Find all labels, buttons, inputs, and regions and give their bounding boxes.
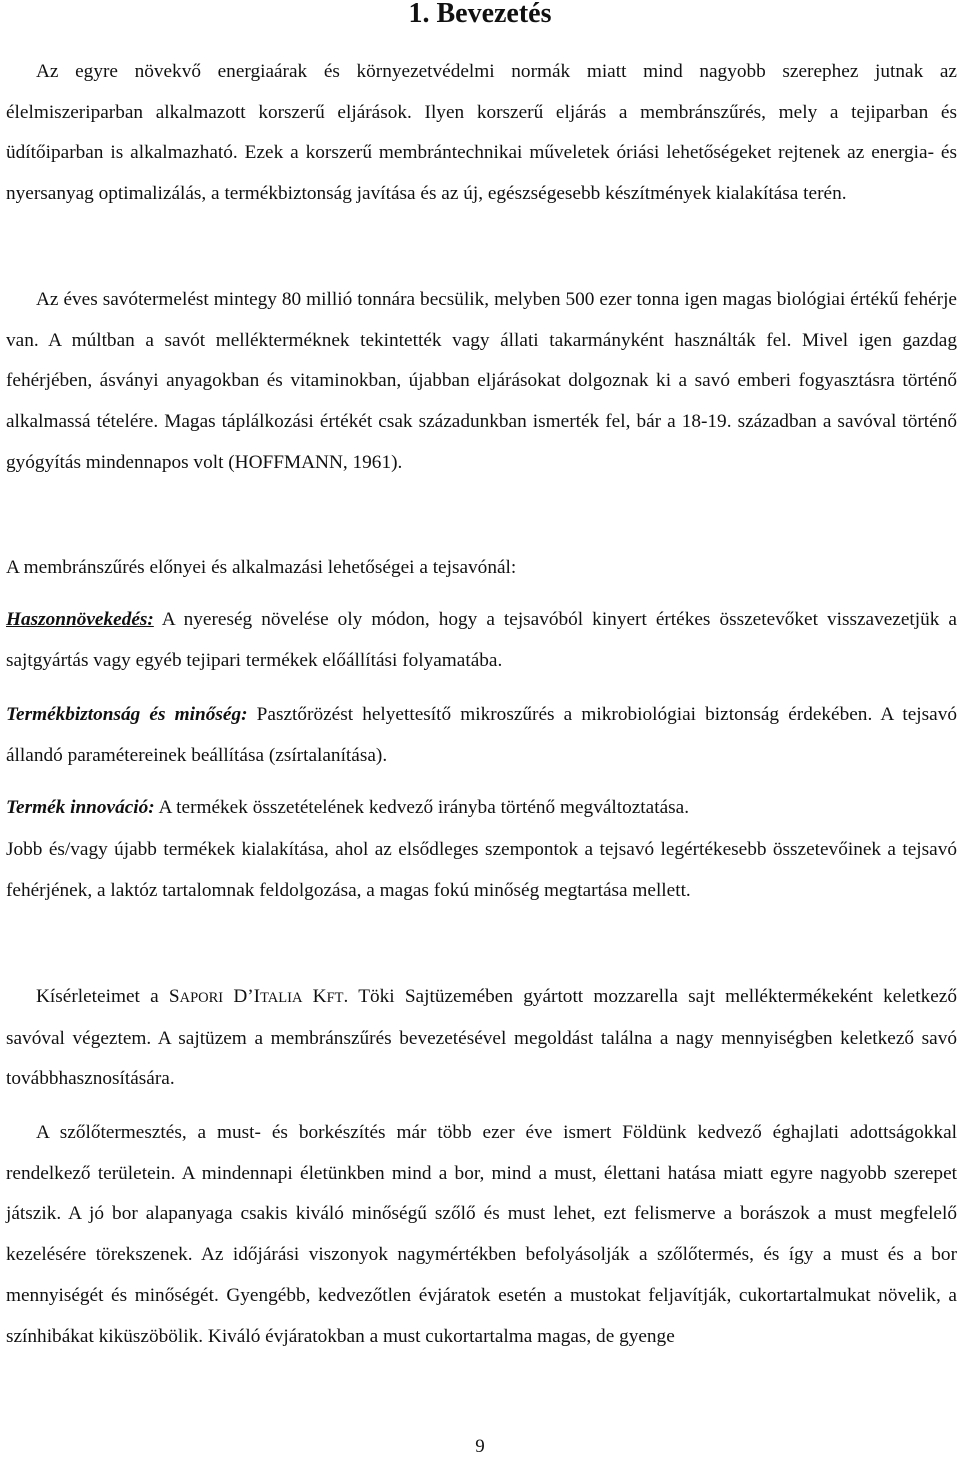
intro-text: Az egyre növekvő energiaárak és környezetvédelmi normák miatt mind nagyobb szerephez jutnak az élelmiszeriparban alkalmazott korszerű eljárások. Ilyen korszerű eljárás a membránszűrés, mely a tejiparban és üdítőiparban is alkalmazható. Ezek a korszerű membrántechnikai műveletek óriási lehetőségeket rejtenek az energia- és nyersanyag optimalizálás, a termékbiztonság javítása és az új, egészségesebb készítmények kialakítása terén. — [6, 61, 957, 205]
benefit-innovation — [6, 788, 957, 829]
benefit-profit-label: Haszonnövekedés: — [6, 609, 154, 630]
benefit-profit — [6, 600, 957, 681]
benefit-innovation-text: A termékek összetételének kedvező irányba történő megváltoztatása. — [154, 797, 690, 818]
whey-text: Az éves savótermelést mintegy 80 millió tonnára becsülik, melyben 500 ezer tonna igen magas biológiai értékű fehérje van. A múltban a savót mellékterméknek tekintették vagy állati takarmányként használták fel. Mivel igen gazdag fehérjében, ásványi anyagokban és vitaminokban, újabban eljárásokat dolgoznak ki a savó emberi fogyasztásra történő alkalmassá tételére. Magas táplálkozási értékét csak századunkban ismerték fel, bár a 18-19. században a savóval történő gyógyítás mindennapos volt (HOFFMANN, 1961). — [6, 289, 957, 473]
benefits-intro — [6, 548, 957, 589]
experiment-text-before: Kísérleteimet a — [36, 986, 169, 1007]
intro-paragraph — [6, 52, 957, 215]
wine-paragraph — [6, 1113, 957, 1357]
experiment-paragraph — [6, 977, 957, 1100]
benefit-safety — [6, 695, 957, 776]
experiment-text-after: . Töki Sajtüzemében gyártott mozzarella sajt melléktermékeként keletkező savóval végeztem. A sajtüzem a membránszűrés bevezetésével megoldást találna a nagy mennyiségben keletkező savó továbbhasznosítására. — [6, 986, 957, 1090]
chapter-heading: 1. Bevezetés — [408, 0, 552, 29]
benefit-innovation-detail-text: Jobb és/vagy újabb termékek kialakítása, ahol az elsődleges szempontok a tejsavó legértékesebb összetevőinek a tejsavó fehérjének, a laktóz tartalomnak feldolgozása, a magas fokú minőség megtartása mellett. — [6, 839, 957, 901]
whey-paragraph — [6, 280, 957, 484]
benefit-safety-text: Pasztőrözést helyettesítő mikroszűrés a mikrobiológiai biztonság érdekében. A tejsavó állandó paramétereinek beállítása (zsírtalanítása). — [6, 704, 957, 766]
company-name: SAPORI D’ITALIA KFT — [168, 986, 344, 1007]
benefit-innovation-detail — [6, 830, 957, 911]
benefits-intro-text: A membránszűrés előnyei és alkalmazási lehetőségei a tejsavónál: — [6, 557, 517, 578]
benefit-profit-text: A nyereség növelése oly módon, hogy a tejsavóból kinyert értékes összetevőket visszavezetjük a sajtgyártás vagy egyéb tejipari termékek előállítási folyamatába. — [6, 609, 957, 671]
benefit-innovation-label: Termék innováció: — [6, 797, 155, 818]
benefit-safety-label: Termékbiztonság és minőség: — [6, 704, 248, 725]
wine-text: A szőlőtermesztés, a must- és borkészítés már több ezer éve ismert Földünk kedvező éghajlati adottságokkal rendelkező területein. A mindennapi életünkben mind a bor, mind a must, élettani hatása miatt egyre nagyobb szerepet játszik. A jó bor alapanyaga csakis kiváló minőségű szőlő és must lehet, ezt felismerve a borászok a must megfelelő kezelésére törekszenek. Az időjárási viszonyok nagymértékben befolyásolják a szőlőtermés, és így a must és a bor mennyiségét és minőségét. Gyengébb, kedvezőtlen évjáratok esetén a mustokat feljavítják, cukortartalmukat növelik, a színhibákat kiküszöbölik. Kiváló évjáratokban a must cukortartalma magas, de gyenge — [6, 1122, 957, 1347]
page-number: 9 — [475, 1436, 485, 1457]
